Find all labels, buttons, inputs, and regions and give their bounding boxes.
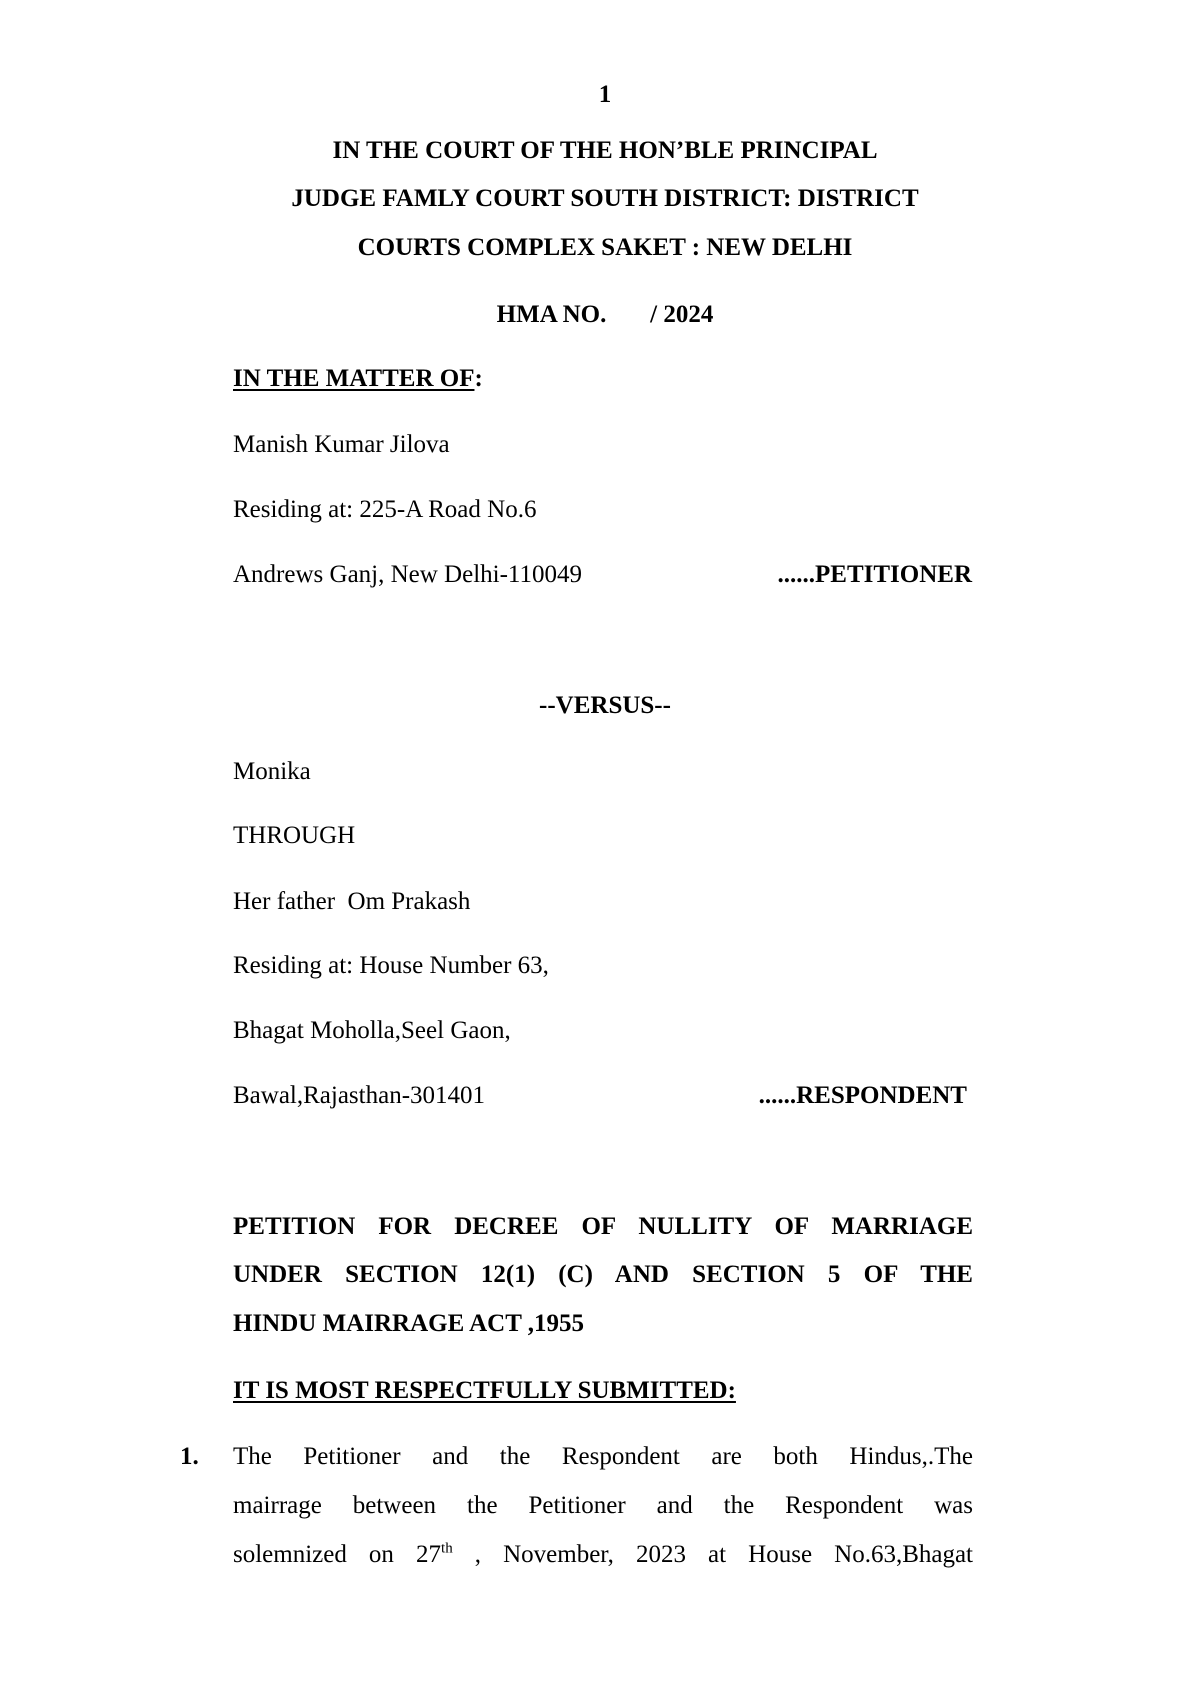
court-heading-line-3: COURTS COMPLEX SAKET : NEW DELHI — [357, 234, 853, 261]
respondent-role: ......RESPONDENT — [758, 1082, 967, 1109]
matter-label: IN THE MATTER OF — [233, 365, 475, 392]
versus-label: --VERSUS-- — [539, 692, 671, 719]
paragraph-1-number: 1. — [180, 1443, 199, 1470]
court-heading-line-1: IN THE COURT OF THE HON’BLE PRINCIPAL — [332, 137, 878, 164]
matter-colon: : — [474, 365, 483, 392]
paragraph-1-line-2: mairrage between the Petitioner and the Respondent was — [233, 1492, 973, 1519]
respondent-address-line-3: Bawal,Rajasthan-301401 — [233, 1082, 486, 1109]
paragraph-1-line-3-end: , November, 2023 at House No.63,Bhagat — [452, 1541, 974, 1568]
respondent-guardian: Her father Om Prakash — [233, 888, 471, 915]
respondent-through: THROUGH — [233, 822, 356, 849]
paragraph-1-line-3 — [233, 1542, 973, 1567]
case-number: HMA NO. / 2024 — [496, 301, 714, 328]
petition-title-line-2: UNDER SECTION 12(1) (C) AND SECTION 5 OF THE — [233, 1261, 973, 1288]
respondent-address-line-1: Residing at: House Number 63, — [233, 952, 549, 979]
petition-title-line-1: PETITION FOR DECREE OF NULLITY OF MARRIAGE — [233, 1213, 973, 1240]
respondent-name: Monika — [233, 758, 311, 785]
paragraph-1-line-3-start: solemnized on 27 — [233, 1541, 442, 1568]
court-heading-line-2: JUDGE FAMLY COURT SOUTH DISTRICT: DISTRICT — [291, 185, 919, 212]
page-number: 1 — [598, 81, 612, 108]
petition-title-line-3: HINDU MAIRRAGE ACT ,1955 — [233, 1310, 584, 1337]
petitioner-address-line-1: Residing at: 225-A Road No.6 — [233, 496, 537, 523]
petitioner-name: Manish Kumar Jilova — [233, 431, 450, 458]
paragraph-1-line-3-superscript: th — [441, 1540, 453, 1557]
petitioner-role: ......PETITIONER — [777, 561, 972, 588]
respondent-address-line-2: Bhagat Moholla,Seel Gaon, — [233, 1017, 511, 1044]
petitioner-address-line-2: Andrews Ganj, New Delhi-110049 — [233, 561, 582, 588]
paragraph-1-line-1: The Petitioner and the Respondent are both Hindus,.The — [233, 1443, 973, 1470]
submission-heading: IT IS MOST RESPECTFULLY SUBMITTED: — [233, 1377, 736, 1404]
matter-heading — [233, 366, 483, 391]
